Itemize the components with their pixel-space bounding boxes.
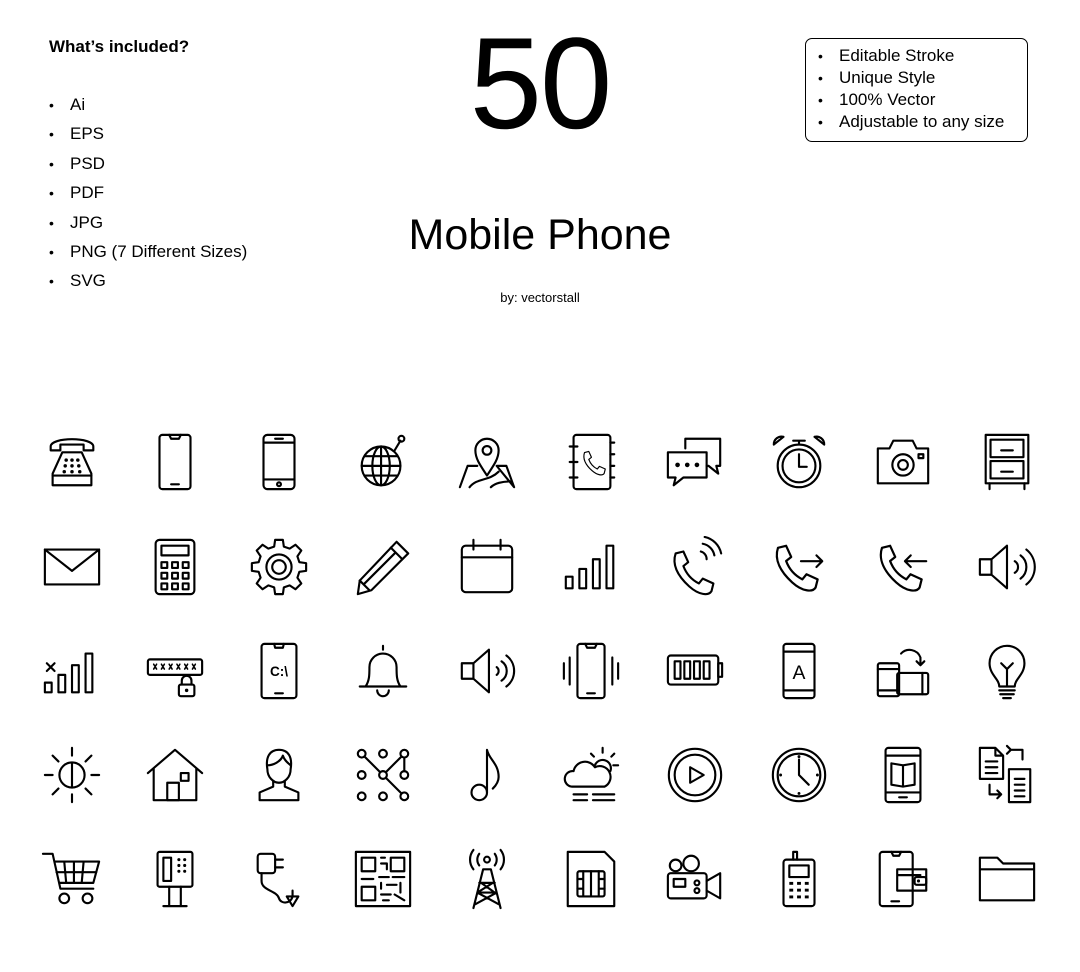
globe-icon — [352, 431, 414, 493]
antenna-tower-icon — [456, 848, 518, 910]
video-camera-icon — [664, 848, 726, 910]
format-item: • JPG — [49, 211, 247, 240]
qr-code-icon — [352, 848, 414, 910]
outgoing-call-icon — [768, 536, 830, 598]
calculator-icon — [144, 536, 206, 598]
command-prompt-icon — [248, 640, 310, 702]
phone-wallet-icon — [872, 848, 934, 910]
alarm-clock-icon — [768, 431, 830, 493]
smartphone-icon — [144, 431, 206, 493]
shopping-cart-icon — [41, 848, 103, 910]
phonebook-icon — [560, 431, 622, 493]
author-byline: by: vectorstall — [500, 290, 580, 305]
weather-icon — [560, 744, 622, 806]
camera-icon — [872, 431, 934, 493]
pencil-icon — [352, 536, 414, 598]
lightbulb-icon — [976, 640, 1038, 702]
map-pin-icon — [456, 431, 518, 493]
format-item: • Ai — [49, 93, 247, 122]
cmd-text: C:\ — [269, 663, 289, 679]
no-signal-icon — [41, 640, 103, 702]
brightness-icon — [41, 744, 103, 806]
calendar-icon — [456, 536, 518, 598]
user-icon — [248, 744, 310, 806]
included-title: What’s included? — [49, 37, 190, 56]
password-lock-icon — [144, 640, 206, 702]
icon-count: 50 — [469, 10, 611, 156]
incoming-call-icon — [872, 536, 934, 598]
clock-icon — [768, 744, 830, 806]
mail-icon — [41, 536, 103, 598]
payphone-icon — [144, 848, 206, 910]
format-item: • EPS — [49, 122, 247, 151]
feature-item: • 100% Vector — [818, 89, 1027, 111]
telephone-icon — [41, 431, 103, 493]
format-item: • PNG (7 Different Sizes) — [49, 240, 247, 269]
cabinet-icon — [976, 431, 1038, 493]
format-item: • SVG — [49, 269, 247, 298]
sim-card-icon — [560, 848, 622, 910]
feature-item: • Unique Style — [818, 67, 1027, 89]
chat-bubbles-icon — [664, 431, 726, 493]
pattern-lock-icon — [352, 744, 414, 806]
file-transfer-icon — [976, 744, 1038, 806]
keyboard-letter: A — [792, 661, 806, 684]
feature-item: • Adjustable to any size — [818, 111, 1027, 133]
walkie-talkie-icon — [768, 848, 830, 910]
ringing-phone-icon — [664, 536, 726, 598]
features-box — [805, 38, 1028, 142]
volume-icon — [456, 640, 518, 702]
charger-icon — [248, 848, 310, 910]
rotate-screen-icon — [872, 640, 934, 702]
play-button-icon — [664, 744, 726, 806]
format-item: • PSD — [49, 152, 247, 181]
ebook-phone-icon — [872, 744, 934, 806]
signal-bars-icon — [560, 536, 622, 598]
pack-title: Mobile Phone — [408, 211, 672, 259]
bell-icon — [352, 640, 414, 702]
mobile-phone-icon — [248, 431, 310, 493]
battery-icon — [664, 640, 726, 702]
vibrate-phone-icon — [560, 640, 622, 702]
feature-item: • Editable Stroke — [818, 45, 1027, 67]
home-icon — [144, 744, 206, 806]
gear-icon — [248, 536, 310, 598]
keyboard-phone-icon — [768, 640, 830, 702]
format-item: • PDF — [49, 181, 247, 210]
folder-icon — [976, 848, 1038, 910]
speaker-icon — [976, 536, 1038, 598]
music-note-icon — [456, 744, 518, 806]
